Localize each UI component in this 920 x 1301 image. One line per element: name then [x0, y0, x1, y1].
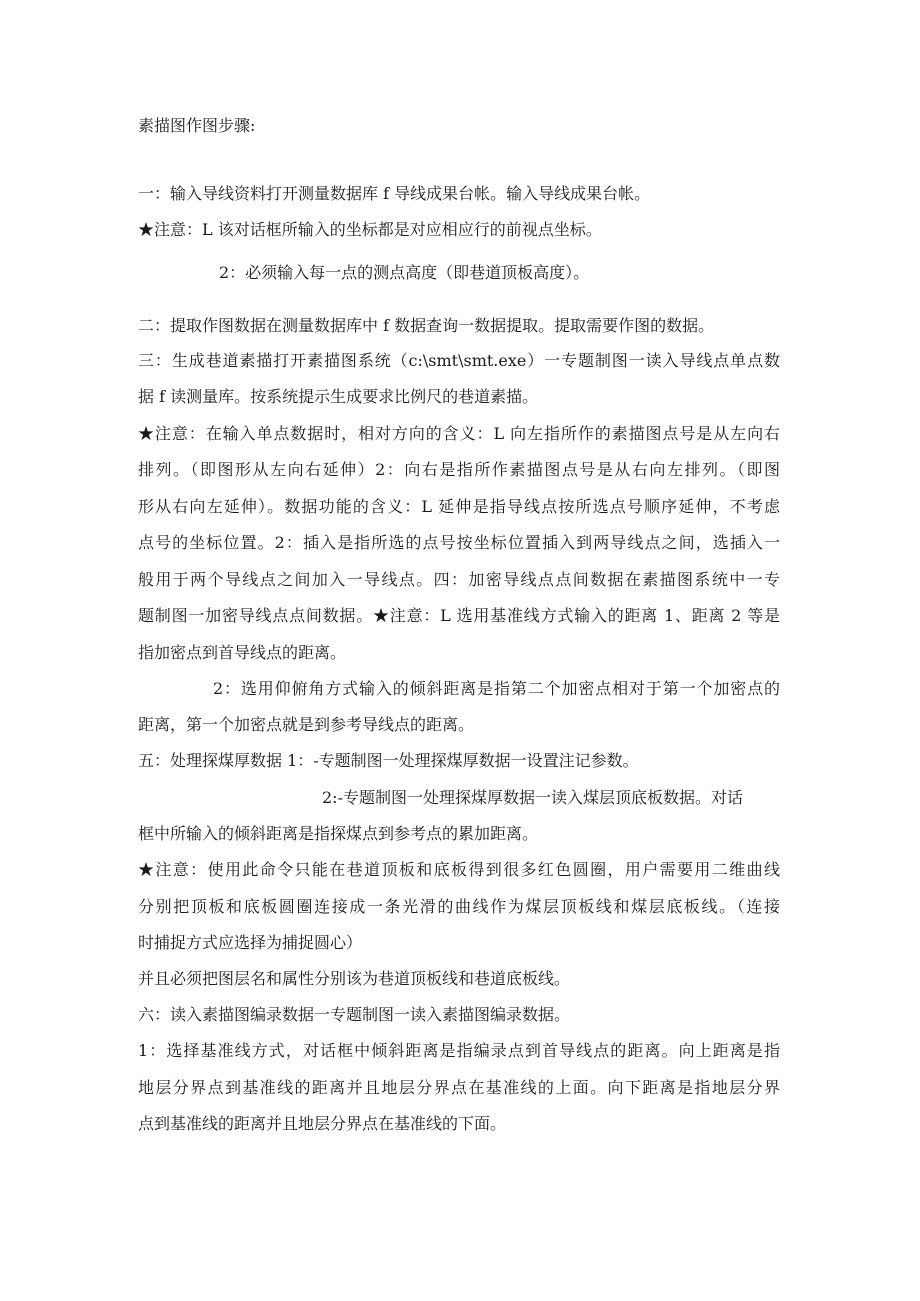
text-line: 地层分界点到基准线的距离并且地层分界点在基准线的上面。向下距离是指地层分界: [138, 1078, 780, 1097]
text-line: 并且必须把图层名和属性分别该为巷道顶板线和巷道底板线。: [138, 969, 571, 988]
text-line: 时捕捉方式应选择为捕捉圆心）: [138, 933, 363, 952]
text-line: ★注意：使用此命令只能在巷道顶板和底板得到很多红色圆圈，用户需要用二维曲线: [138, 860, 780, 879]
text-line: 分别把顶板和底板圆圈连接成一条光滑的曲线作为煤层顶板线和煤层底板线。（连接: [138, 897, 780, 916]
text-line: 五：处理探煤厚数据 1：-专题制图一处理探煤厚数据一设置注记参数。: [138, 751, 639, 770]
text-line: 框中所输入的倾斜距离是指探煤点到参考点的累加距离。: [138, 824, 539, 843]
text-line: 2：必须输入每一点的测点高度（即巷道顶板高度）。: [219, 263, 590, 282]
text-line: 距离，第一个加密点就是到参考导线点的距离。: [138, 715, 475, 734]
text-line: ★注意：在输入单点数据时，相对方向的含义：L 向左指所作的素描图点号是从左向右: [138, 424, 780, 443]
text-line: 2:-专题制图一处理探煤厚数据一读入煤层顶底板数据。对话: [322, 788, 743, 807]
text-line: 排列。（即图形从左向右延伸）2：向右是指所作素描图点号是从右向左排列。（即图: [138, 460, 780, 479]
document-title: 素描图作图步骤:: [138, 116, 256, 135]
text-line: 一：输入导线资料打开测量数据库 f 导线成果台帐。输入导线成果台帐。: [138, 184, 651, 203]
text-line: 般用于两个导线点之间加入一导线点。四：加密导线点点间数据在素描图系统中一专: [138, 570, 780, 589]
text-line: 据 f 读测量库。按系统提示生成要求比例尺的巷道素描。: [138, 387, 539, 406]
text-line: 指加密点到首导线点的距离。: [138, 643, 347, 662]
text-line: 二：提取作图数据在测量数据库中 f 数据查询一数据提取。提取需要作图的数据。: [138, 316, 715, 335]
text-line: 点到基准线的距离并且地层分界点在基准线的下面。: [138, 1114, 507, 1133]
text-line: 六：读入素描图编录数据一专题制图一读入素描图编录数据。: [138, 1005, 571, 1024]
text-line: 1：选择基准线方式，对话框中倾斜距离是指编录点到首导线点的距离。向上距离是指: [138, 1041, 780, 1060]
text-line: 三：生成巷道素描打开素描图系统（c:\smt\smt.exe）一专题制图一读入导线点单点数: [138, 351, 780, 370]
text-line: 形从右向左延伸）。数据功能的含义：L 延伸是指导线点按所选点号顺序延伸，不考虑: [138, 497, 780, 516]
text-line: 题制图一加密导线点点间数据。★注意：L 选用基准线方式输入的距离 1、距离 2 等是: [138, 606, 780, 625]
text-line: 2：选用仰俯角方式输入的倾斜距离是指第二个加密点相对于第一个加密点的: [213, 679, 780, 698]
text-line: ★注意：L 该对话框所输入的坐标都是对应相应行的前视点坐标。: [138, 220, 602, 239]
text-line: 点号的坐标位置。2：插入是指所选的点号按坐标位置插入到两导线点之间，选插入一: [138, 533, 780, 552]
